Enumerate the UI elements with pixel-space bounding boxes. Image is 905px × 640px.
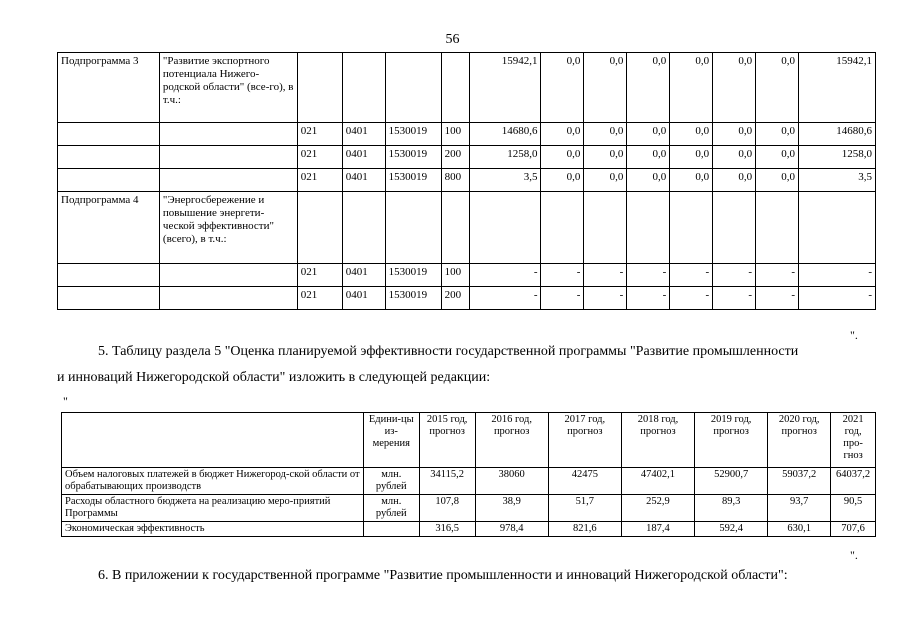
value-cell: 0,0 bbox=[713, 169, 756, 192]
column-header: Едини-цы из-мерения bbox=[363, 413, 419, 468]
value-cell: 0,0 bbox=[584, 53, 627, 123]
budget-table bbox=[57, 52, 876, 310]
value-cell: 93,7 bbox=[768, 495, 831, 522]
table-row bbox=[62, 522, 876, 537]
value-cell: 0,0 bbox=[756, 146, 799, 169]
code-cell bbox=[342, 192, 385, 264]
value-cell: 3,5 bbox=[799, 169, 876, 192]
table-row bbox=[58, 53, 876, 123]
value-cell: 64037,2 bbox=[831, 468, 876, 495]
value-cell: 34115,2 bbox=[419, 468, 475, 495]
value-cell: 0,0 bbox=[627, 169, 670, 192]
value-cell: 0,0 bbox=[541, 53, 584, 123]
value-cell: - bbox=[756, 264, 799, 287]
column-header: 2021 год, про-гноз bbox=[831, 413, 876, 468]
value-cell bbox=[756, 192, 799, 264]
code-cell bbox=[441, 53, 469, 123]
value-cell: - bbox=[584, 287, 627, 310]
table-row bbox=[58, 123, 876, 146]
code-cell bbox=[441, 192, 469, 264]
code-cell: 1530019 bbox=[385, 287, 441, 310]
code-cell: 0401 bbox=[342, 146, 385, 169]
subprogram-label: Подпрограмма 3 bbox=[58, 53, 160, 123]
value-cell: 1258,0 bbox=[799, 146, 876, 169]
value-cell: - bbox=[713, 287, 756, 310]
value-cell: 90,5 bbox=[831, 495, 876, 522]
column-header: 2018 год, прогноз bbox=[621, 413, 694, 468]
value-cell: 0,0 bbox=[670, 169, 713, 192]
value-cell: - bbox=[799, 264, 876, 287]
column-header: 2016 год, прогноз bbox=[475, 413, 548, 468]
paragraph-6: 6. В приложении к государственной программе "Развитие промышленности и инноваций Нижегородской области": bbox=[98, 568, 788, 583]
value-cell: 15942,1 bbox=[799, 53, 876, 123]
value-cell: 0,0 bbox=[670, 53, 713, 123]
value-cell: 821,6 bbox=[548, 522, 621, 537]
subprogram-description: "Энергосбережение и повышение энергети-ческой эффективности" (всего), в т.ч.: bbox=[159, 192, 297, 264]
value-cell: 0,0 bbox=[584, 169, 627, 192]
value-cell: - bbox=[541, 287, 584, 310]
value-cell: - bbox=[670, 287, 713, 310]
code-cell: 021 bbox=[297, 287, 342, 310]
column-header bbox=[62, 413, 364, 468]
value-cell: 0,0 bbox=[670, 146, 713, 169]
value-cell: 707,6 bbox=[831, 522, 876, 537]
code-cell: 1530019 bbox=[385, 169, 441, 192]
value-cell: - bbox=[713, 264, 756, 287]
code-cell: 0401 bbox=[342, 169, 385, 192]
code-cell: 0401 bbox=[342, 123, 385, 146]
subprogram-label bbox=[58, 146, 160, 169]
subprogram-description bbox=[159, 169, 297, 192]
code-cell: 0401 bbox=[342, 264, 385, 287]
code-cell bbox=[385, 53, 441, 123]
value-cell: 0,0 bbox=[541, 146, 584, 169]
value-cell: 38,9 bbox=[475, 495, 548, 522]
value-cell: 0,0 bbox=[756, 169, 799, 192]
paragraph-5-line-2: и инноваций Нижегородской области" изложить в следующей редакции: bbox=[57, 370, 491, 385]
value-cell: 47402,1 bbox=[621, 468, 694, 495]
value-cell: 0,0 bbox=[541, 169, 584, 192]
code-cell bbox=[297, 53, 342, 123]
value-cell: 0,0 bbox=[670, 123, 713, 146]
code-cell: 1530019 bbox=[385, 146, 441, 169]
value-cell: 630,1 bbox=[768, 522, 831, 537]
value-cell bbox=[627, 192, 670, 264]
subprogram-description: "Развитие экспортного потенциала Нижего-родской области" (все-го), в т.ч.: bbox=[159, 53, 297, 123]
opening-quote: " bbox=[63, 394, 68, 408]
value-cell: 1258,0 bbox=[469, 146, 541, 169]
subprogram-label: Подпрограмма 4 bbox=[58, 192, 160, 264]
value-cell: - bbox=[799, 287, 876, 310]
code-cell: 021 bbox=[297, 146, 342, 169]
indicator-name: Объем налоговых платежей в бюджет Нижегород-ской области от обрабатывающих производств bbox=[62, 468, 364, 495]
table-row bbox=[58, 169, 876, 192]
value-cell: - bbox=[627, 287, 670, 310]
code-cell: 1530019 bbox=[385, 264, 441, 287]
value-cell: 0,0 bbox=[756, 123, 799, 146]
value-cell: 0,0 bbox=[584, 146, 627, 169]
value-cell: 0,0 bbox=[713, 53, 756, 123]
code-cell bbox=[385, 192, 441, 264]
code-cell: 0401 bbox=[342, 287, 385, 310]
code-cell: 021 bbox=[297, 264, 342, 287]
value-cell: 0,0 bbox=[756, 53, 799, 123]
unit-cell bbox=[363, 522, 419, 537]
value-cell bbox=[541, 192, 584, 264]
table-row bbox=[62, 495, 876, 522]
table-row bbox=[62, 468, 876, 495]
code-cell: 1530019 bbox=[385, 123, 441, 146]
table-row bbox=[58, 192, 876, 264]
value-cell: 592,4 bbox=[695, 522, 768, 537]
code-cell: 800 bbox=[441, 169, 469, 192]
value-cell: 0,0 bbox=[627, 53, 670, 123]
value-cell: 15942,1 bbox=[469, 53, 541, 123]
code-cell: 200 bbox=[441, 146, 469, 169]
value-cell bbox=[799, 192, 876, 264]
value-cell: 14680,6 bbox=[799, 123, 876, 146]
page-number: 56 bbox=[445, 32, 460, 47]
unit-cell: млн. рублей bbox=[363, 468, 419, 495]
value-cell: 187,4 bbox=[621, 522, 694, 537]
closing-quote: ". bbox=[850, 548, 858, 562]
code-cell: 021 bbox=[297, 123, 342, 146]
value-cell: 0,0 bbox=[627, 146, 670, 169]
subprogram-description bbox=[159, 123, 297, 146]
column-header: 2017 год, прогноз bbox=[548, 413, 621, 468]
value-cell bbox=[670, 192, 713, 264]
value-cell: - bbox=[469, 264, 541, 287]
paragraph-5-line-1: 5. Таблицу раздела 5 "Оценка планируемой эффективности государственной программы "Развитие промышленности bbox=[98, 344, 799, 359]
value-cell: 316,5 bbox=[419, 522, 475, 537]
value-cell: - bbox=[756, 287, 799, 310]
value-cell: - bbox=[469, 287, 541, 310]
value-cell: - bbox=[627, 264, 670, 287]
table-row bbox=[58, 287, 876, 310]
subprogram-description bbox=[159, 264, 297, 287]
header-row bbox=[62, 413, 876, 468]
value-cell: 0,0 bbox=[713, 146, 756, 169]
value-cell bbox=[584, 192, 627, 264]
code-cell bbox=[297, 192, 342, 264]
table-row bbox=[58, 146, 876, 169]
value-cell: 89,3 bbox=[695, 495, 768, 522]
unit-cell: млн. рублей bbox=[363, 495, 419, 522]
column-header: 2015 год, прогноз bbox=[419, 413, 475, 468]
subprogram-label bbox=[58, 287, 160, 310]
value-cell: 38060 bbox=[475, 468, 548, 495]
code-cell: 200 bbox=[441, 287, 469, 310]
value-cell: 107,8 bbox=[419, 495, 475, 522]
code-cell: 100 bbox=[441, 123, 469, 146]
value-cell bbox=[713, 192, 756, 264]
value-cell: 52900,7 bbox=[695, 468, 768, 495]
column-header: 2019 год, прогноз bbox=[695, 413, 768, 468]
code-cell: 100 bbox=[441, 264, 469, 287]
code-cell: 021 bbox=[297, 169, 342, 192]
value-cell: - bbox=[584, 264, 627, 287]
value-cell: 42475 bbox=[548, 468, 621, 495]
value-cell: 0,0 bbox=[584, 123, 627, 146]
value-cell: - bbox=[670, 264, 713, 287]
value-cell: 59037,2 bbox=[768, 468, 831, 495]
closing-quote: ". bbox=[850, 328, 858, 342]
subprogram-label bbox=[58, 264, 160, 287]
column-header: 2020 год, прогноз bbox=[768, 413, 831, 468]
subprogram-description bbox=[159, 146, 297, 169]
value-cell: 252,9 bbox=[621, 495, 694, 522]
value-cell: 978,4 bbox=[475, 522, 548, 537]
value-cell bbox=[469, 192, 541, 264]
indicator-name: Расходы областного бюджета на реализацию меро-приятий Программы bbox=[62, 495, 364, 522]
table-row bbox=[58, 264, 876, 287]
value-cell: 0,0 bbox=[713, 123, 756, 146]
subprogram-description bbox=[159, 287, 297, 310]
code-cell bbox=[342, 53, 385, 123]
efficiency-table bbox=[61, 412, 876, 537]
indicator-name: Экономическая эффективность bbox=[62, 522, 364, 537]
subprogram-label bbox=[58, 123, 160, 146]
subprogram-label bbox=[58, 169, 160, 192]
value-cell: 51,7 bbox=[548, 495, 621, 522]
value-cell: 3,5 bbox=[469, 169, 541, 192]
value-cell: - bbox=[541, 264, 584, 287]
value-cell: 0,0 bbox=[627, 123, 670, 146]
value-cell: 14680,6 bbox=[469, 123, 541, 146]
value-cell: 0,0 bbox=[541, 123, 584, 146]
